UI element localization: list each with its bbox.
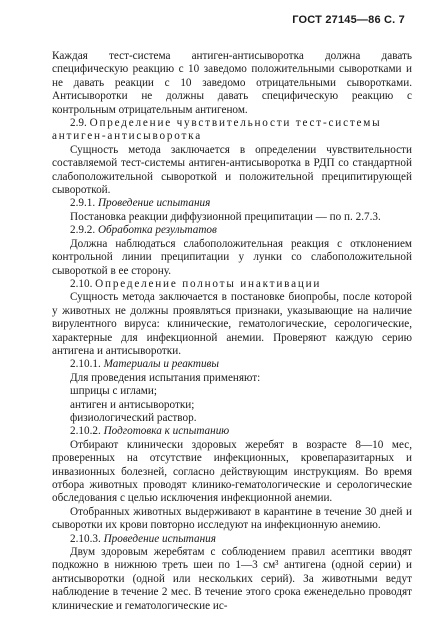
section-number: 2.10. bbox=[70, 277, 93, 290]
subsection-heading bbox=[52, 425, 412, 438]
list-item: шприцы с иглами; bbox=[70, 385, 157, 398]
page-header: ГОСТ 27145—86 С. 7 bbox=[292, 14, 405, 26]
subsection-title: Проведение испытания bbox=[103, 532, 216, 545]
subsection-heading bbox=[52, 533, 412, 546]
section-number: 2.9. bbox=[70, 117, 87, 130]
subsection-title: Подготовка к испытанию bbox=[103, 425, 230, 438]
paragraph: Каждая тест-система антиген-антисыворотка должна давать специфическую реакцию с 10 заведомо положительными сыворотками и не давать реакции с 10 заведомо отрицательными сыворотками. Антисыворотки не должны давать специфическую реакцию с контрольным отрицательным антигеном. bbox=[52, 50, 412, 116]
section-title: Определение полноты инактивации bbox=[95, 277, 322, 290]
paragraph: Постановка реакции диффузионной преципитации — по п. 2.7.3. bbox=[70, 210, 381, 223]
subsection-title: Обработка результатов bbox=[97, 224, 217, 237]
subsection-heading bbox=[52, 358, 412, 371]
paragraph: Сущность метода заключается в постановке биопробы, после которой у животных не должны проявляться признаки, указывающие на наличие вирулентного вируса: клинические, гематологические, серологические, характерные для инфекционной анемии. Проверяют каждую серию антигена и антисыворотки. bbox=[52, 291, 412, 357]
section-heading bbox=[52, 278, 412, 291]
subsection-heading bbox=[52, 224, 412, 237]
subsection-number: 2.9.1. bbox=[70, 197, 96, 210]
subsection-number: 2.10.3. bbox=[70, 532, 101, 545]
paragraph: Отобранных животных выдерживают в карантине в течение 30 дней и сыворотки их крови повторно исследуют на инфекционную анемию. bbox=[52, 505, 412, 532]
subsection-heading bbox=[52, 197, 412, 210]
paragraph: Двум здоровым жеребятам с соблюдением правил асептики вводят подкожно в нижнюю треть шеи по 1—3 см³ антигена (одной серии) и антисыворотки (одной или нескольких серий). За животными ведут наблюдение в течение 2 мес. В течение этого срока еженедельно проводят клинические и гематологические ис- bbox=[52, 546, 412, 612]
document-body bbox=[52, 50, 412, 613]
subsection-number: 2.10.1. bbox=[70, 358, 101, 371]
list-item: антиген и антисыворотки; bbox=[70, 398, 195, 411]
section-title: Определение чувствительности тест-системы антиген-антисыворотка bbox=[52, 117, 382, 143]
subsection-title: Материалы и реактивы bbox=[103, 358, 219, 371]
subsection-number: 2.9.2. bbox=[70, 224, 96, 237]
paragraph: Должна наблюдаться слабоположительная реакция с отклонением контрольной линии преципитации у лунки со слабоположительной сывороткой в ее сторону. bbox=[52, 237, 412, 277]
paragraph: Сущность метода заключается в определении чувствительности составляемой тест-системы антиген-антисыворотка в РДП со стандартной слабоположительной сывороткой и положительной преципитирующей сывороткой. bbox=[52, 143, 412, 197]
subsection-number: 2.10.2. bbox=[70, 425, 101, 438]
section-heading bbox=[52, 117, 412, 144]
paragraph: Для проведения испытания применяют: bbox=[70, 371, 261, 384]
subsection-title: Проведение испытания bbox=[97, 197, 211, 210]
paragraph: Отбирают клинически здоровых жеребят в возрасте 8—10 мес, проверенных на отсутствие инфекционных, кровепаразитарных и инвазионных болезней, согласно действующим инструкциям. Во время отбора животных проводят клинико-гематологические и серологические обследования с целью исключения инфекционной анемии. bbox=[52, 438, 412, 505]
list-item: физиологический раствор. bbox=[70, 411, 197, 424]
